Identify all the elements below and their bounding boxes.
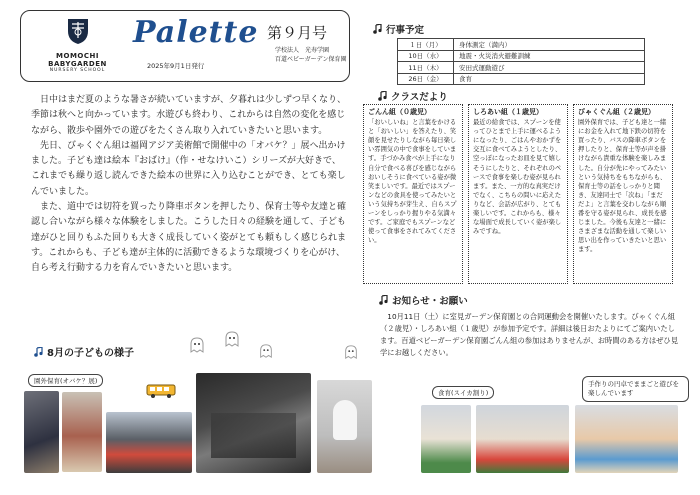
photo-group-children: [106, 412, 192, 473]
photo-exhibition: [196, 373, 311, 473]
class-text: 「おいしいね」と言葉をかけると「おいしい」を答えたり、笑顔を見せたりしながら毎日楽しい雰囲気の中で食事をしています。手づかみ食べが上手になり自分で食べる喜びを感じながらおいしそうに食べている姿が微笑ましいです。最近ではスプーンなどの食具を使ってみたいという気持ちが芽生え、自らスプーンをしっかり握りやる気満々です。ご家庭でもスプーンなど使って食事をされてみてください。: [368, 119, 457, 245]
logo-name: MOMOCHI BABYGARDEN: [48, 52, 107, 68]
publisher-line-2: 百道ベビーガーデン保育園: [275, 56, 347, 63]
schedule-date: １日（月）: [398, 39, 454, 51]
music-note-icon: [33, 347, 43, 357]
notice-title: お知らせ・お願い: [392, 296, 468, 307]
music-note-icon: [378, 295, 388, 305]
issue-date: 2025年9月1日発行: [147, 62, 205, 70]
photo-label-outing: 園外保育(オバケ？展): [28, 374, 103, 387]
table-row: [398, 50, 645, 62]
class-heading: しろあい組（１歳児）: [473, 108, 543, 116]
photo-watermelon-1: [421, 405, 471, 473]
class-heading: ごんん組（０歳児）: [368, 108, 431, 116]
photo-label-play: 手作りの円卓でままごと遊びを楽しんでいます: [582, 376, 689, 402]
ghost-icon: [188, 336, 206, 354]
class-news-heading: [377, 89, 448, 103]
bus-icon: [146, 383, 176, 399]
newsletter-title: Palette: [133, 15, 259, 50]
ghost-icon: [223, 330, 241, 348]
class-box-0: [363, 104, 463, 284]
ghost-icon: [343, 344, 359, 360]
article-paragraph-2: 先日、びゃくぐん組は福岡アジア美術館で開催中の「オバケ？」展へ出かけました。子ども達は絵本『おばけ』（作・せなけいこ）シリーズが大好きで、これまでも繰り返し読んできた絵本の世界に入り込むことができ、とても楽しんでいました。: [31, 140, 346, 197]
table-row: [398, 39, 645, 51]
ghost-icon: [258, 343, 274, 359]
publisher: [275, 46, 347, 64]
class-heading: びゃくぐん組（２歳児）: [578, 108, 655, 116]
class-text: 最近の給食では、スプーンを使ってひとまで上手に運べるようになったり、ごはんやおかずを交互に食べてみようとしたり、空っぽになったお皿を見て嬉しそうにしたりと、それぞれのペースで食事を楽しむ姿が見られます。また、一方的な真実だけでなく、こちらの問いに応えたりなど、会話が広がり、とても楽しいです。これからも、様々な場面で成長していく姿が楽しみですね。: [473, 119, 562, 236]
notice-body: [380, 311, 680, 359]
class-text: 園外保育では、子ども達と一緒にお金を入れて地下鉄の切符を買ったり、バスの降車ボタンを押したりと、保育士等が声を掛けながら貴重な体験を楽しみました。自分が先にやってみたいという気持ちをもちながらも、保育士等の話をしっかりと聞き、友達同士で「次ね」「まだだよ」と言葉を交わしながら順番を守る姿が見られ、成長を感じました。今後も友達と一緒にさまざまな活動を通して楽しい思い出を作っていきたいと思います。: [578, 119, 667, 254]
class-box-1: [468, 104, 568, 284]
schedule-date: 10日（水）: [398, 50, 454, 62]
schedule-table: [397, 38, 645, 85]
schedule-date: 11日（木）: [398, 62, 454, 74]
school-logo: [30, 16, 125, 74]
schedule-heading: [372, 22, 424, 36]
table-row: [398, 73, 645, 85]
photo-bus-ride: [62, 392, 102, 472]
schedule-event: 安田式運動遊び: [454, 62, 645, 74]
schedule-event: 食育: [454, 73, 645, 85]
music-note-icon: [377, 91, 387, 101]
class-news-title: クラスだより: [391, 92, 448, 103]
main-article: [31, 93, 348, 277]
schedule-event: 地震・火災消火避難訓練: [454, 50, 645, 62]
article-paragraph-3: また、道中では切符を買ったり降車ボタンを押したり、保育士等や友達と確認し合いながら様々な体験をしました。こうした日々の経験を通して、子ども達がひと回りもふた回りも大きく成長していく姿がとても頼もしく感じられます。これからも、子ども達が主体的に活動できるような環境づくりを心がけ、自ら考え行動する力を育んでいきたいと思います。: [31, 202, 347, 274]
schedule-event: 身体測定（満内）: [454, 39, 645, 51]
photo-play: [575, 405, 678, 473]
issue-number: 第９月号: [267, 24, 328, 42]
logo-sub: NURSERY SCHOOL: [49, 68, 106, 73]
photos-heading: [33, 344, 134, 359]
table-row: [398, 62, 645, 74]
photo-label-food: 食育(スイカ割り): [432, 386, 494, 399]
crest-icon: [63, 16, 93, 46]
music-note-icon: [372, 24, 382, 34]
photo-ghost-statue: [317, 380, 372, 473]
schedule-title: 行事予定: [386, 25, 425, 36]
class-box-2: [573, 104, 673, 284]
notice-heading: [378, 293, 468, 307]
photos-title: 8月の子どもの様子: [47, 348, 134, 359]
photo-watermelon-2: [476, 405, 569, 473]
article-paragraph-1: 日中はまだ夏のような暑さが続いていますが、夕暮れは少しずつ早くなり、季節は秋へと向かっています。水遊びも終わり、これからは自然の変化を感じながら、散歩や園外での遊びをたくさん取り入れていきたいと思います。: [31, 95, 347, 136]
notice-text: 10月11日（土）に室見ガーデン保育園との合同運動会を開催いたします。びゃくぐん組（２歳児）・しろあい組（１歳児）が参加予定です。詳細は後日おたよりにてご案内いたします。百道ベビーガーデン保育園ごんん組の参加はありませんが、お時間のある方はぜひ見学にお越しください。: [380, 312, 679, 357]
photo-ticket-machine: [24, 391, 59, 473]
schedule-date: 26日（金）: [398, 73, 454, 85]
publisher-line-1: 学校法人 光寿学園: [275, 47, 330, 54]
